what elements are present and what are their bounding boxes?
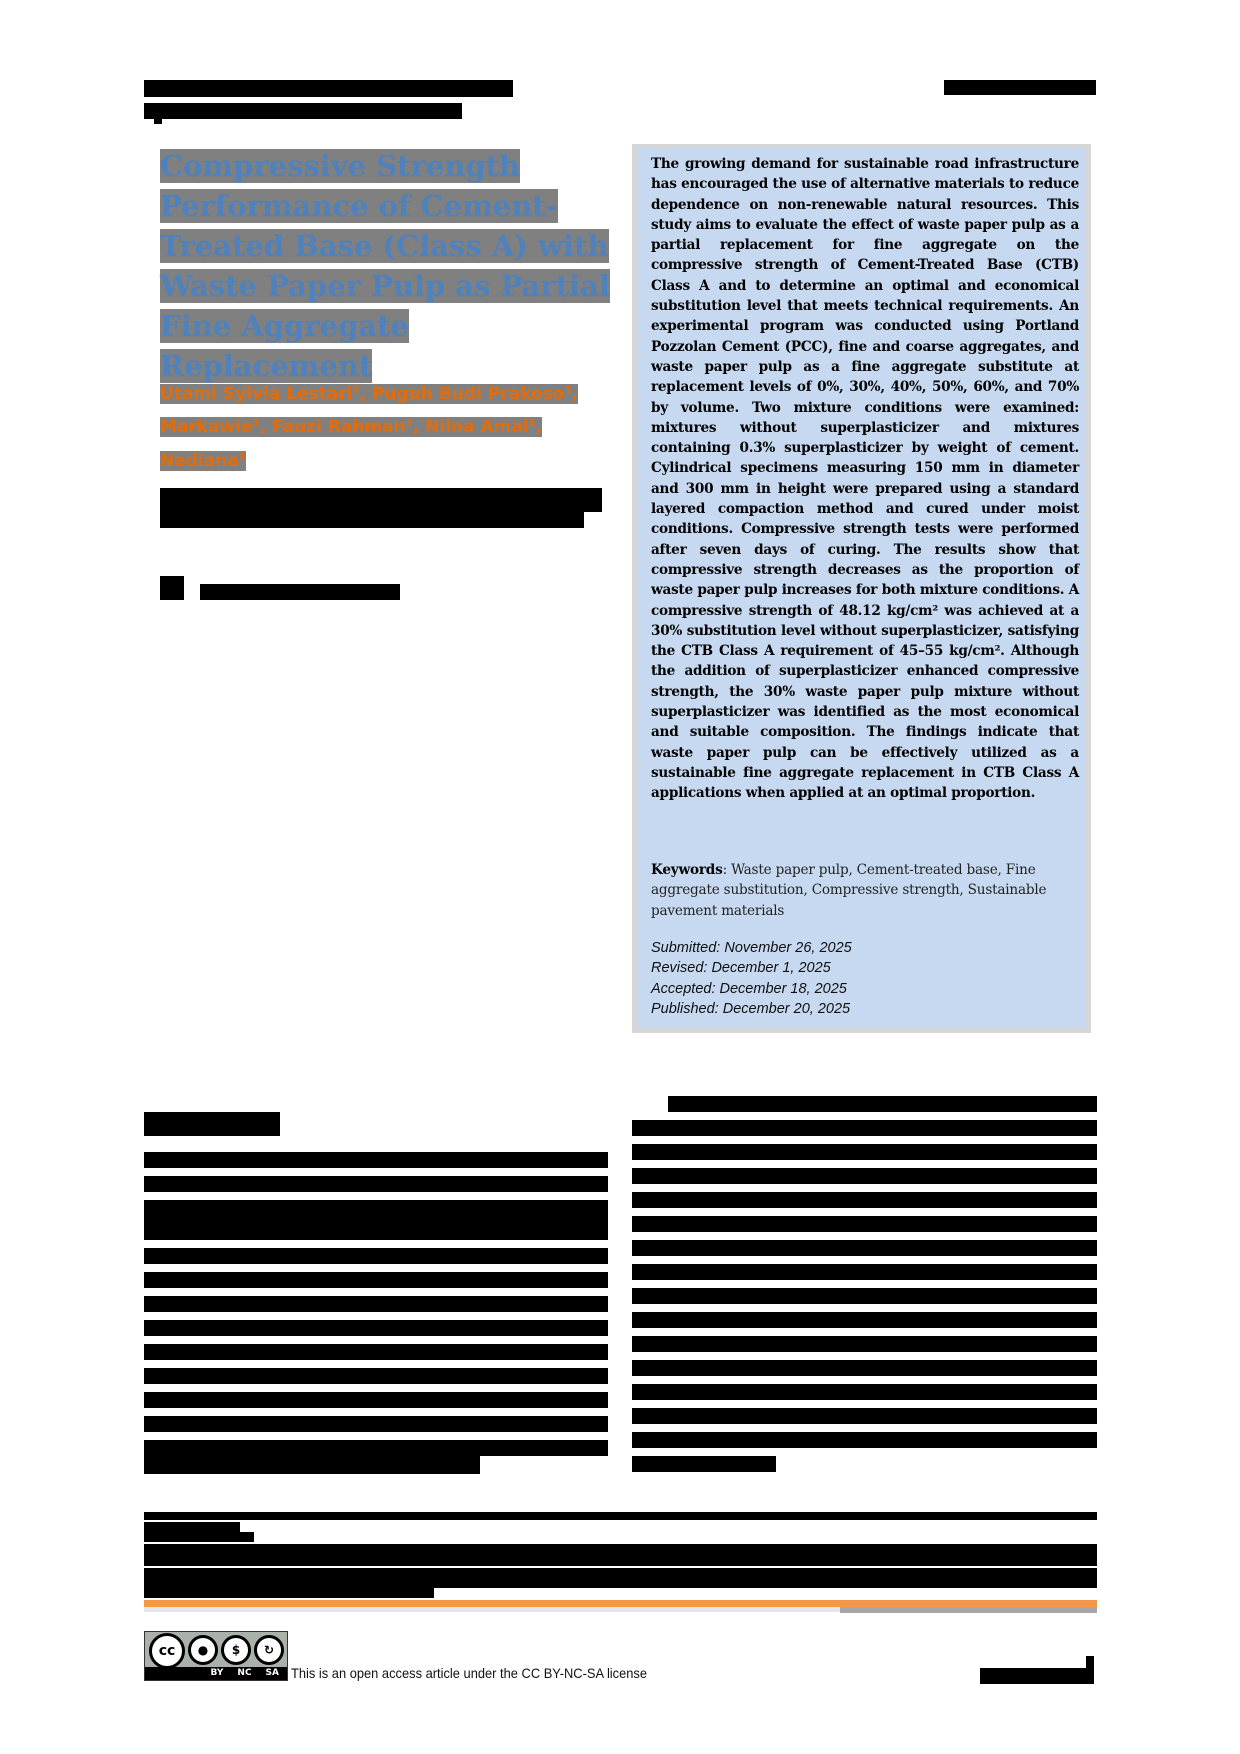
keywords [651, 860, 1079, 921]
journal-name-redacted [144, 80, 513, 97]
article-title [160, 146, 630, 386]
header-right-redacted [944, 80, 1096, 95]
keywords-label: Keywords [651, 862, 723, 878]
footer-light-bar [144, 1607, 840, 1612]
author-name: Markawie [160, 417, 253, 438]
abstract-text: The growing demand for sustainable road infrastructure has encouraged the use of alternative materials to reduce dependence on non-renewable natural resources. This study aims to evaluate the effect of waste paper pulp as a partial replacement for fine aggregate on the compressive strength of Cement-Treated Base (CTB) Class A and to determine an optimal and economical substitution level that meets technical requirements. An experimental program was conducted using Portland Pozzolan Cement (PCC), fine and coarse aggregates, and waste paper pulp as a fine aggregate substitute at replacement levels of 0%, 30%, 40%, 50%, 60%, and 70% by volume. Two mixture conditions were examined: mixtures without superplasticizer and mixtures containing 0.3% superplasticizer by weight of cement. Cylindrical specimens measuring 150 mm in diameter and 300 mm in height were prepared using a standard layered compaction method and cured under moist conditions. Compressive strength tests were performed after seven days of curing. The results show that compressive strength decreases as the proportion of waste paper pulp increases for both mixture conditions. A compressive strength of 48.12 kg/cm² was achieved at a 30% substitution level without superplasticizer, satisfying the CTB Class A requirement of 45–55 kg/cm². Although the addition of superplasticizer enhanced compressive strength, the 30% waste paper pulp mixture without superplasticizer was identified as the most economical and suitable composition. The findings indicate that waste paper pulp can be effectively utilized as a sustainable fine aggregate replacement in CTB Class A applications when applied at an optimal proportion. [651, 156, 1079, 802]
affiliation-marker: 1 [252, 417, 260, 429]
email-address-redacted[interactable] [200, 584, 400, 600]
title-line: Treated Base (Class A) with [160, 229, 609, 263]
date-revised: Revised: December 1, 2025 [651, 960, 831, 977]
footer-accent-bar [144, 1600, 1097, 1607]
article-dates [651, 938, 1079, 1019]
author-name: Fauzi Rahman [271, 417, 406, 438]
cc-icon: cc [149, 1633, 185, 1669]
cc-label-nc: NC [237, 1668, 252, 1678]
author-name: Nilna Amal [425, 417, 529, 438]
date-published: Published: December 20, 2025 [651, 1000, 851, 1017]
nc-noncommercial-icon: $ [221, 1635, 251, 1665]
cc-label-by: BY [210, 1668, 224, 1678]
affiliation-marker: 1 [352, 384, 360, 395]
section-heading-redacted [144, 1112, 280, 1136]
title-line: Fine Aggregate Replacement [160, 309, 409, 383]
author-name: Nadiana [160, 450, 239, 471]
journal-volume-redacted-tail [154, 119, 162, 124]
license-text: This is an open access article under the CC BY-NC-SA license [291, 1665, 648, 1681]
citation-rule [144, 1512, 1097, 1520]
cc-labels [145, 1667, 287, 1680]
sa-sharealike-icon: ↻ [254, 1635, 284, 1665]
author-list: Utami Sylvia Lestari$^1$, Puguh Budi Prakoso$^1$, Markawie$^1$, Fauzi Rahman$^1$, Nilna Amal$^1$, Nadiana$^1$ [160, 383, 578, 471]
title-line: Waste Paper Pulp as Partial [160, 269, 610, 303]
footer-gray-bar [840, 1607, 1097, 1613]
title-line: Compressive Strength [160, 149, 521, 183]
date-accepted: Accepted: December 18, 2025 [651, 980, 847, 997]
cc-label-sa: SA [265, 1668, 279, 1678]
cc-license-badge[interactable] [144, 1631, 288, 1681]
journal-volume-redacted [144, 103, 462, 119]
title-line: Performance of Cement- [160, 189, 558, 223]
abstract-box [632, 144, 1091, 1033]
date-submitted: Submitted: November 26, 2025 [651, 940, 852, 956]
page-number-redacted [980, 1668, 1094, 1684]
affiliation-marker: 1 [238, 451, 246, 463]
page-number-redacted-tick [1086, 1656, 1094, 1668]
affiliation-marker: 1 [528, 417, 536, 429]
author-name: Puguh Budi Prakoso [371, 383, 565, 404]
email-icon [160, 576, 184, 600]
affiliation-marker: 1 [405, 417, 413, 429]
by-attribution-icon: ● [188, 1635, 218, 1665]
keywords-list: : Waste paper pulp, Cement-treated base, Fine aggregate substitution, Compressive strength, Sustainable pavement materials [651, 862, 1047, 919]
author-name: Utami Sylvia Lestari [160, 383, 353, 404]
affiliation-marker: 1 [564, 384, 572, 395]
